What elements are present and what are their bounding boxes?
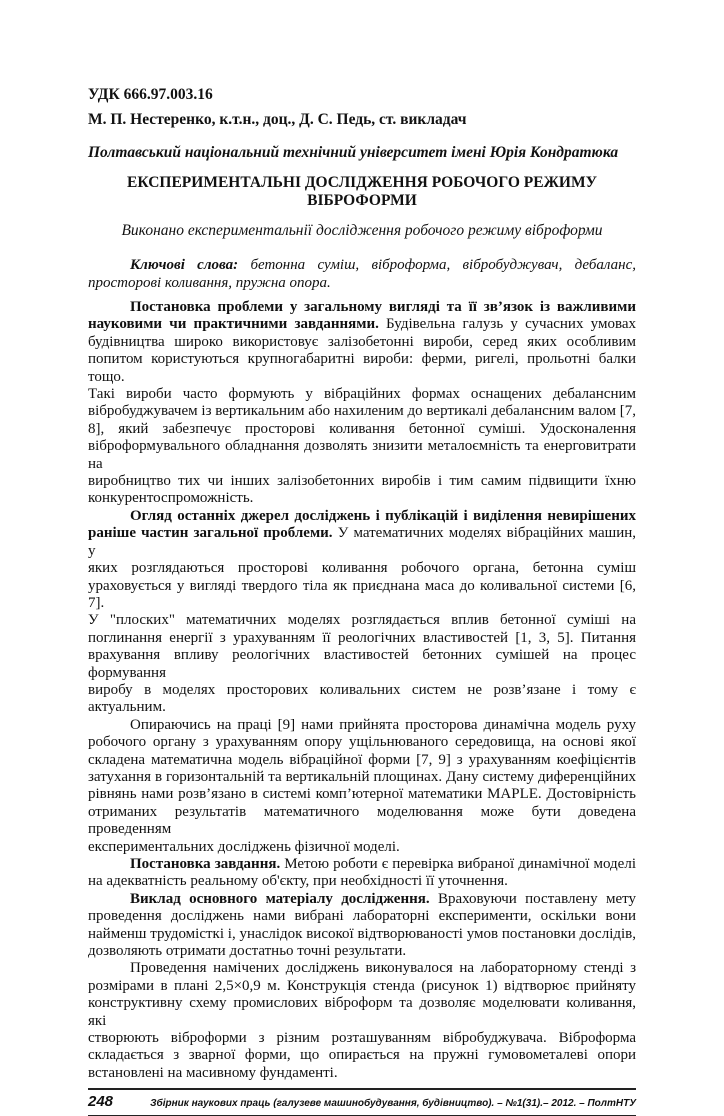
paragraph xyxy=(88,960,636,1082)
paragraph xyxy=(88,717,636,856)
keywords-line-2: просторові коливання, пружна опора. xyxy=(88,275,331,291)
text-line xyxy=(88,403,636,420)
affiliation: Полтавський національний технічний університет імені Юрія Кондратюка xyxy=(88,144,619,161)
line-text: вібробуджувачем із вертикальним або нахиленим до вертикалі дебалансним валом [7, xyxy=(88,403,636,420)
text-line xyxy=(88,299,636,316)
page-footer xyxy=(88,1088,636,1116)
line-text: розмірами в плані 2,5×0,9 м. Конструкція стенда (рисунок 1) відтворює прийняту xyxy=(88,977,636,994)
text-line xyxy=(88,1065,636,1082)
journal-citation: Збірник наукових праць (галузеве машинобудування, будівництво). – №1(31).– 2012. – ПолтНТУ xyxy=(150,1098,636,1110)
text-line xyxy=(88,578,636,613)
keywords-text-1: бетонна суміш, віброформа, вібробуджувач, дебаланс, xyxy=(238,257,636,273)
text-line xyxy=(88,839,636,856)
line-text: Такі вироби часто формують у вібраційних формах оснащених дебалансним xyxy=(88,386,636,403)
line-text: на адекватність реальному об'єкту, при необхідності її уточнення. xyxy=(88,873,508,890)
line-text: конкурентоспроможність. xyxy=(88,490,254,507)
line-text: встановлені на масивному фундаменті. xyxy=(88,1064,338,1081)
udk-code: УДК 666.97.003.16 xyxy=(88,86,213,103)
bold-lead: Постановка завдання. xyxy=(130,856,281,872)
line-text: проведення досліджень нами вибрані лабораторні експерименти, оскільки вони xyxy=(88,908,636,925)
text-line xyxy=(88,752,636,769)
paragraph xyxy=(88,891,636,961)
text-line xyxy=(88,386,636,403)
line-text: виробництво тих чи інших залізобетонних виробів і тим самим підвищити їхню xyxy=(88,473,636,490)
bold-lead: Постановка проблеми у загальному вигляді та її зв’язок із важливими xyxy=(130,299,636,315)
text-line xyxy=(88,995,636,1030)
text-line xyxy=(88,560,636,577)
text-line xyxy=(88,490,636,507)
line-text: врахування впливу реологічних властивостей бетонних сумішей на процес формування xyxy=(88,647,636,681)
keywords-label: Ключові слова: xyxy=(130,257,239,273)
line-text: рівнянь нами розв’язано в системі комп’ютерної математики MAPLE. Достовірність xyxy=(88,786,636,803)
footer-row xyxy=(88,1090,636,1115)
line-text: поглинання енергії з урахуванням її реологічних властивостей [1, 3, 5]. Питання xyxy=(88,629,636,646)
text-line xyxy=(88,734,636,751)
page-number: 248 xyxy=(88,1093,114,1111)
keywords xyxy=(88,256,636,292)
text-line xyxy=(88,856,636,873)
bold-lead: Огляд останніх джерел досліджень і публікацій і виділення невирішених xyxy=(130,507,636,524)
text-line xyxy=(88,873,636,890)
bold-lead: раніше частин загальної проблеми. xyxy=(88,525,333,542)
text-line xyxy=(88,908,636,925)
line-text: попитом користуються крупногабаритні вироби: ферми, ригелі, прольотні балки тощо. xyxy=(88,351,636,385)
text-line xyxy=(88,473,636,490)
line-text: У математичних моделях вібраційних машин, у xyxy=(88,525,636,559)
line-text: У "плоских" математичних моделях розглядається вплив бетонної суміші на xyxy=(88,612,636,629)
line-text: конструктивну схему промислових віброформ та дозволяє моделювати коливання, які xyxy=(88,995,636,1029)
text-line xyxy=(88,351,636,386)
text-line xyxy=(88,769,636,786)
text-line xyxy=(88,786,636,803)
page-flow xyxy=(88,299,636,1116)
paragraph xyxy=(88,508,636,717)
abstract: Виконано експериментальнії дослідження робочого режиму віброформи xyxy=(121,222,603,239)
text-line xyxy=(88,647,636,682)
line-text: будівництва широко використовує залізобетонні вироби, серед яких особливим xyxy=(88,333,636,350)
text-line xyxy=(88,612,636,629)
line-text: отриманих результатів математичного моделювання може бути доведена проведенням xyxy=(88,803,636,838)
line-text: Метою роботи є перевірка вибраної динамічної моделі xyxy=(280,856,636,872)
line-text: складена математична модель вібраційної форми [7, 9] з урахуванням коефіцієнтів xyxy=(88,751,636,768)
text-line xyxy=(88,891,636,908)
text-line xyxy=(88,334,636,351)
text-line xyxy=(88,943,636,960)
line-text: ураховується у вигляді твердого тіла як приєднана маса до коливальної системи [6, 7]. xyxy=(88,577,636,611)
text-line xyxy=(88,926,636,943)
bold-lead: науковими чи практичними завданнями. xyxy=(88,316,379,333)
paragraph xyxy=(88,299,636,508)
text-line xyxy=(88,630,636,647)
text-line xyxy=(88,316,636,333)
line-text: найменш трудомісткі і, унаслідок високої відтворюваності умов постановки дослідів, xyxy=(88,925,636,942)
line-text: виробу в моделях просторових коливальних систем не розв’язане і тому є актуальним. xyxy=(88,681,636,716)
text-line xyxy=(88,682,636,717)
article-title xyxy=(88,174,636,210)
authors: М. П. Нестеренко, к.т.н., доц., Д. С. Педь, ст. викладач xyxy=(88,111,467,128)
line-text: віброформувального обладнання дозволять знизити металоємність та енерговитрати на xyxy=(88,438,636,472)
line-text: створюють віброформи з різним розташуванням вібробуджувача. Віброформа xyxy=(88,1030,636,1047)
line-text: експериментальних досліджень фізичної моделі. xyxy=(88,838,400,855)
text-line xyxy=(88,525,636,560)
keywords-line-1 xyxy=(88,256,636,274)
line-text: складається з зварної форми, що опирається на пружні гумовометалеві опори xyxy=(88,1047,636,1064)
bold-lead: Виклад основного матеріалу дослідження. xyxy=(130,890,430,907)
text-line xyxy=(88,438,636,473)
text-line xyxy=(88,978,636,995)
line-text: робочого органу з урахуванням опору ущільнюваного середовища, на основі якої xyxy=(88,734,636,751)
text-line xyxy=(88,1030,636,1047)
text-line xyxy=(88,1047,636,1064)
paragraph xyxy=(88,856,636,891)
text-line xyxy=(88,717,636,734)
line-text: Опираючись на праці [9] нами прийнята просторова динамічна модель руху xyxy=(130,716,636,733)
line-text: Проведення намічених досліджень виконувалося на лабораторному стенді з xyxy=(130,960,636,977)
title-line-2: ВІБРОФОРМИ xyxy=(307,192,417,209)
text-line xyxy=(88,508,636,525)
text-line xyxy=(88,804,636,839)
article-body xyxy=(88,299,636,1082)
line-text: Враховуючи поставлену мету xyxy=(429,890,636,907)
text-line xyxy=(88,421,636,438)
line-text: затухання в горизонтальній та вертикальній площинах. Дану систему диференційних xyxy=(88,768,636,785)
line-text: дозволяють отримати достатньо точні результати. xyxy=(88,943,407,960)
line-text: яких розглядаються просторові коливання робочого органа, бетонна суміш xyxy=(88,560,636,577)
text-line xyxy=(88,960,636,977)
title-line-1: ЕКСПЕРИМЕНТАЛЬНІ ДОСЛІДЖЕННЯ РОБОЧОГО РЕЖИМУ xyxy=(127,174,597,191)
line-text: Будівельна галузь у сучасних умовах xyxy=(378,316,636,333)
line-text: 8], який забезпечує просторові коливання бетонної суміші. Удосконалення xyxy=(88,420,636,437)
